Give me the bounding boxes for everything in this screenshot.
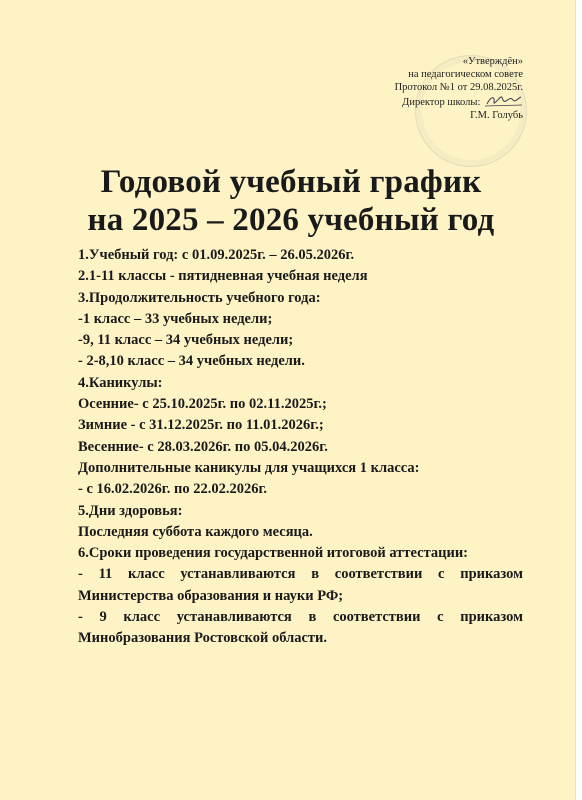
holidays-autumn: Осенние- с 25.10.2025г. по 02.11.2025г.; bbox=[78, 396, 327, 413]
attestation-grade-11: - 11 класс устанавливаются в соответствии с приказом Министерства образования и науки РФ; bbox=[78, 566, 523, 604]
duration-heading: 3.Продолжительность учебного года: bbox=[78, 289, 321, 306]
health-days-text: Последняя суббота каждого месяца. bbox=[78, 523, 313, 540]
approval-director-name: Г.М. Голубь bbox=[470, 110, 523, 121]
duration-grade-9-11: -9, 11 класс – 34 учебных недели; bbox=[78, 332, 294, 349]
approval-director-label: Директор школы: bbox=[402, 97, 481, 108]
duration-grade-2-8-10: - 2-8,10 класс – 34 учебных недели. bbox=[78, 353, 305, 370]
attestation-heading: 6.Сроки проведения государственной итоговой аттестации: bbox=[78, 545, 469, 562]
title-line-1: Годовой учебный график bbox=[100, 164, 482, 200]
schedule-body bbox=[78, 245, 523, 650]
extra-holidays-dates: - с 16.02.2026г. по 22.02.2026г. bbox=[78, 481, 268, 498]
holidays-heading: 4.Каникулы: bbox=[78, 374, 163, 391]
holidays-spring: Весенние- с 28.03.2026г. по 05.04.2026г. bbox=[78, 438, 328, 455]
page-title bbox=[0, 163, 576, 239]
extra-holidays-heading: Дополнительные каникулы для учащихся 1 класса: bbox=[78, 459, 420, 476]
approval-protocol: Протокол №1 от 29.08.2025г. bbox=[394, 82, 523, 93]
title-line-2: на 2025 – 2026 учебный год bbox=[87, 202, 495, 238]
week-type-line: 2.1-11 классы - пятидневная учебная неделя bbox=[78, 268, 368, 285]
holidays-winter: Зимние - с 31.12.2025г. по 11.01.2026г.; bbox=[78, 417, 324, 434]
approval-council: на педагогическом совете bbox=[408, 69, 523, 80]
health-days-heading: 5.Дни здоровья: bbox=[78, 502, 183, 519]
attestation-grade-9: - 9 класс устанавливаются в соответствии с приказом Минобразования Ростовской области. bbox=[78, 609, 523, 647]
signature-icon bbox=[485, 94, 523, 108]
school-year-line: 1.Учебный год: с 01.09.2025г. – 26.05.2026г. bbox=[78, 247, 355, 263]
approval-heading: «Утверждён» bbox=[462, 56, 523, 67]
approval-director-row bbox=[395, 94, 523, 109]
approval-block bbox=[395, 55, 523, 122]
duration-grade-1: -1 класс – 33 учебных недели; bbox=[78, 310, 273, 327]
